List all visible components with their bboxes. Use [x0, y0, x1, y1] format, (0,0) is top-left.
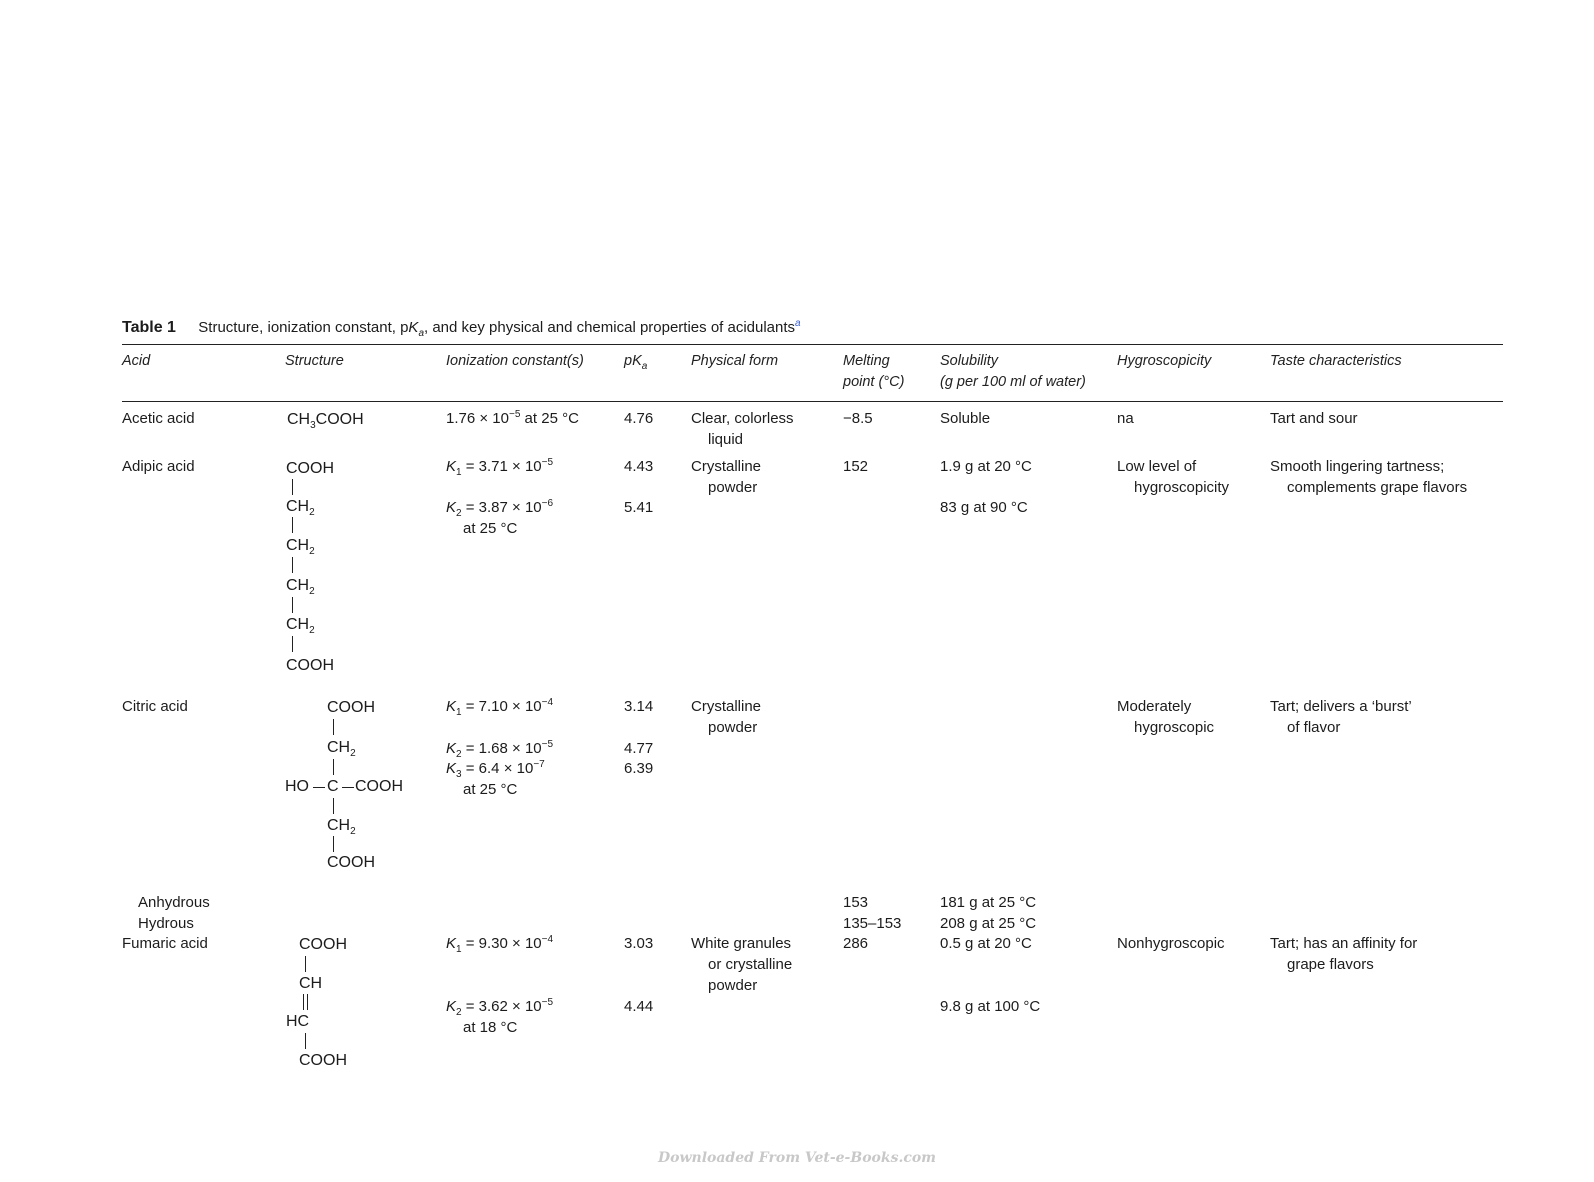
pka-citric-1: 3.14 — [624, 698, 654, 715]
fumaric-hc: HC — [286, 1013, 310, 1030]
caption-text: Structure, ionization constant, $pK_a$, and key physical and chemical properties of acidulants$^a$ — [198, 318, 801, 339]
pka-citric-2: 4.77 — [624, 740, 654, 757]
adipic-bond-4 — [292, 597, 293, 613]
adipic-bond-3 — [292, 557, 293, 573]
hygroscopicity-citric-2: hygroscopic — [1134, 719, 1215, 736]
citric-bond-4 — [333, 836, 334, 852]
ionization-adipic-k2: $K_2 = 3.87 \times 10^{-6}$ — [446, 498, 554, 519]
header-rule — [122, 401, 1503, 402]
ionization-citric-temp: at 25 °C — [463, 781, 518, 798]
taste-citric-1: Tart; delivers a ‘burst’ — [1270, 698, 1412, 715]
adipic-ch2-4: $CH_2$ — [286, 616, 315, 637]
table-label: Table 1 — [122, 319, 176, 336]
pka-adipic-1: 4.43 — [624, 458, 654, 475]
adipic-bond-1 — [292, 479, 293, 495]
solubility-adipic-1: 1.9 g at 20 °C — [940, 458, 1032, 475]
ionization-fumaric-temp: at 18 °C — [463, 1019, 518, 1036]
melting-acetic: −8.5 — [843, 410, 873, 427]
top-rule — [122, 344, 1503, 345]
citric-bond-3 — [333, 798, 334, 814]
pka-citric-3: 6.39 — [624, 760, 654, 777]
taste-fumaric-2: grape flavors — [1287, 956, 1374, 973]
ionization-acetic: $1.76 \times 10^{-5}$ at 25 °C — [446, 409, 579, 427]
header-structure: Structure — [285, 353, 344, 369]
taste-fumaric-1: Tart; has an affinity for — [1270, 935, 1418, 952]
header-melting-2: point (°C) — [843, 374, 905, 390]
fumaric-ch: CH — [299, 975, 323, 992]
ionization-fumaric-k1: $K_1 = 9.30 \times 10^{-4}$ — [446, 934, 554, 955]
structure-acetic: $CH_3COOH$ — [287, 411, 364, 432]
citric-hydrous-label: Hydrous — [138, 915, 194, 932]
footnote-link[interactable]: a — [795, 318, 801, 329]
citric-ho: HO — [285, 778, 309, 795]
header-physical-form: Physical form — [691, 353, 779, 369]
taste-adipic-1: Smooth lingering tartness; — [1270, 458, 1445, 475]
pka-acetic: 4.76 — [624, 410, 654, 427]
ionization-citric-k1: $K_1 = 7.10 \times 10^{-4}$ — [446, 697, 554, 718]
hygroscopicity-fumaric: Nonhygroscopic — [1117, 935, 1225, 952]
solubility-fumaric-1: 0.5 g at 20 °C — [940, 935, 1032, 952]
hygroscopicity-adipic-2: hygroscopicity — [1134, 479, 1230, 496]
citric-ch2-top: $CH_2$ — [327, 739, 356, 760]
melting-fumaric: 286 — [843, 935, 869, 952]
citric-bond-1 — [333, 719, 334, 735]
solubility-acetic: Soluble — [940, 410, 991, 427]
adipic-ch2-1: $CH_2$ — [286, 498, 315, 519]
physical-adipic-2: powder — [708, 479, 758, 496]
melting-adipic: 152 — [843, 458, 869, 475]
adipic-bond-5 — [292, 636, 293, 652]
ionization-adipic-k1: $K_1 = 3.71 \times 10^{-5}$ — [446, 457, 554, 478]
hygroscopicity-citric-1: Moderately — [1117, 698, 1192, 715]
physical-fumaric-1: White granules — [691, 935, 792, 952]
pka-fumaric-1: 3.03 — [624, 935, 654, 952]
physical-fumaric-3: powder — [708, 977, 758, 994]
acid-name-adipic: Adipic acid — [122, 458, 195, 475]
ionization-citric-k2: $K_2 = 1.68 \times 10^{-5}$ — [446, 739, 554, 760]
taste-citric-2: of flavor — [1287, 719, 1341, 736]
fumaric-bond-1 — [305, 956, 306, 972]
citric-cooh-right: COOH — [355, 778, 403, 795]
acid-name-citric: Citric acid — [122, 698, 188, 715]
header-pka: $pK_a$ — [624, 353, 648, 372]
citric-cooh-bottom: COOH — [327, 854, 375, 871]
taste-adipic-2: complements grape flavors — [1287, 479, 1468, 496]
acid-name-acetic: Acetic acid — [122, 410, 195, 427]
taste-acetic: Tart and sour — [1270, 410, 1358, 427]
fumaric-cooh-bottom: COOH — [299, 1052, 347, 1069]
header-melting-1: Melting — [843, 353, 890, 369]
citric-bond-left — [313, 787, 325, 788]
physical-citric-2: powder — [708, 719, 758, 736]
physical-acetic-1: Clear, colorless — [691, 410, 794, 427]
header-taste: Taste characteristics — [1270, 353, 1402, 369]
citric-center-c: C — [327, 778, 339, 795]
table-caption — [122, 317, 801, 338]
fumaric-bond-3 — [305, 1033, 306, 1049]
watermark: Downloaded From Vet-e-Books.com — [657, 1150, 936, 1166]
pka-fumaric-2: 4.44 — [624, 998, 654, 1015]
solubility-adipic-2: 83 g at 90 °C — [940, 499, 1028, 516]
citric-ch2-bottom: $CH_2$ — [327, 817, 356, 838]
ionization-adipic-temp: at 25 °C — [463, 520, 518, 537]
solubility-citric-hydrous: 208 g at 25 °C — [940, 915, 1037, 932]
citric-cooh-top: COOH — [327, 699, 375, 716]
adipic-cooh-bottom: COOH — [286, 657, 334, 674]
hygroscopicity-acetic: na — [1117, 410, 1134, 427]
citric-bond-2 — [333, 759, 334, 775]
fumaric-cooh-top: COOH — [299, 936, 347, 953]
adipic-bond-2 — [292, 517, 293, 533]
adipic-ch2-3: $CH_2$ — [286, 577, 315, 598]
solubility-fumaric-2: 9.8 g at 100 °C — [940, 998, 1041, 1015]
fumaric-double-bond-b — [307, 994, 308, 1010]
header-acid: Acid — [122, 353, 151, 369]
melting-citric-hydrous: 135–153 — [843, 915, 902, 932]
adipic-cooh-top: COOH — [286, 460, 334, 477]
citric-anhydrous-label: Anhydrous — [138, 894, 210, 911]
fumaric-double-bond-a — [303, 994, 304, 1010]
header-ionization: Ionization constant(s) — [446, 353, 584, 369]
adipic-ch2-2: $CH_2$ — [286, 537, 315, 558]
hygroscopicity-adipic-1: Low level of — [1117, 458, 1197, 475]
header-solubility-1: Solubility — [940, 353, 999, 369]
ionization-citric-k3: $K_3 = 6.4 \times 10^{-7}$ — [446, 759, 545, 780]
header-solubility-2: (g per 100 ml of water) — [940, 374, 1086, 390]
physical-adipic-1: Crystalline — [691, 458, 762, 475]
citric-bond-right — [342, 787, 354, 788]
header-hygroscopicity: Hygroscopicity — [1117, 353, 1212, 369]
physical-acetic-2: liquid — [708, 431, 744, 448]
ionization-fumaric-k2: $K_2 = 3.62 \times 10^{-5}$ — [446, 997, 554, 1018]
solubility-citric-anhydrous: 181 g at 25 °C — [940, 894, 1037, 911]
melting-citric-anhydrous: 153 — [843, 894, 869, 911]
pka-adipic-2: 5.41 — [624, 499, 654, 516]
physical-fumaric-2: or crystalline — [708, 956, 793, 973]
acid-name-fumaric: Fumaric acid — [122, 935, 208, 952]
physical-citric-1: Crystalline — [691, 698, 762, 715]
